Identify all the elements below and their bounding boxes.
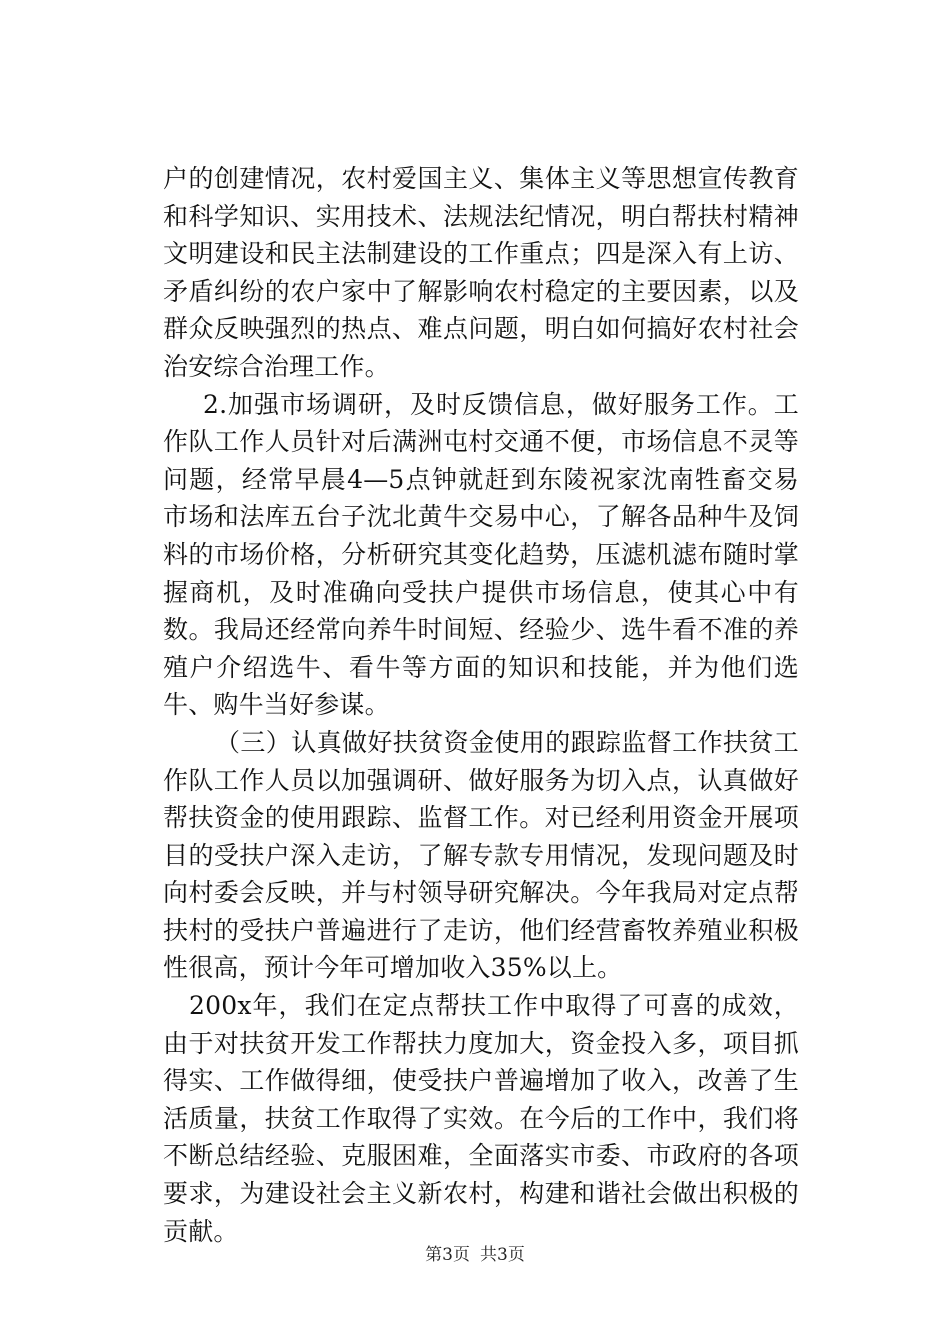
paragraph-fund-supervision: （三）认真做好扶贫资金使用的跟踪监督工作扶贫工作队工作人员以加强调研、做好服务为切入点，认真做好帮扶资金的使用跟踪、监督工作。对已经利用资金开展项目的受扶户深入走访，了解专款专用情况，发现问题及时向村委会反映，并与村领导研究解决。今年我局对定点帮扶村的受扶户普遍进行了走访，他们经营畜牧养殖业积极性很高，预计今年可增加收入35%以上。 xyxy=(163,727,799,983)
page-number-total: 共3页 xyxy=(480,1245,525,1265)
paragraph-continuation: 户的创建情况，农村爱国主义、集体主义等思想宣传教育和科学知识、实用技术、法规法纪情况，明白帮扶村精神文明建设和民主法制建设的工作重点；四是深入有上访、矛盾纠纷的农户家中了解影响农村稳定的主要因素，以及群众反映强烈的热点、难点问题，明白如何搞好农村社会治安综合治理工作。 xyxy=(163,164,799,381)
document-body xyxy=(163,160,799,1250)
page-number-current: 第3页 xyxy=(425,1245,470,1265)
page-footer xyxy=(0,1244,950,1266)
paragraph-summary: 200x年，我们在定点帮扶工作中取得了可喜的成效，由于对扶贫开发工作帮扶力度加大，资金投入多，项目抓得实、工作做得细，使受扶户普遍增加了收入，改善了生活质量，扶贫工作取得了实效。在今后的工作中，我们将不断总结经验、克服困难，全面落实市委、市政府的各项要求，为建设社会主义新农村，构建和谐社会做出积极的贡献。 xyxy=(163,991,799,1246)
paragraph-market-research: 2.加强市场调研，及时反馈信息，做好服务工作。工作队工作人员针对后满洲屯村交通不便，市场信息不灵等问题，经常早晨4—5点钟就赶到东陵祝家沈南牲畜交易市场和法库五台子沈北黄牛交易中心，了解各品种牛及饲料的市场价格，分析研究其变化趋势，压滤机滤布随时掌握商机，及时准确向受扶户提供市场信息，使其心中有数。我局还经常向养牛时间短、经验少、选牛看不准的养殖户介绍选牛、看牛等方面的知识和技能，并为他们选牛、购牛当好参谋。 xyxy=(163,389,799,720)
